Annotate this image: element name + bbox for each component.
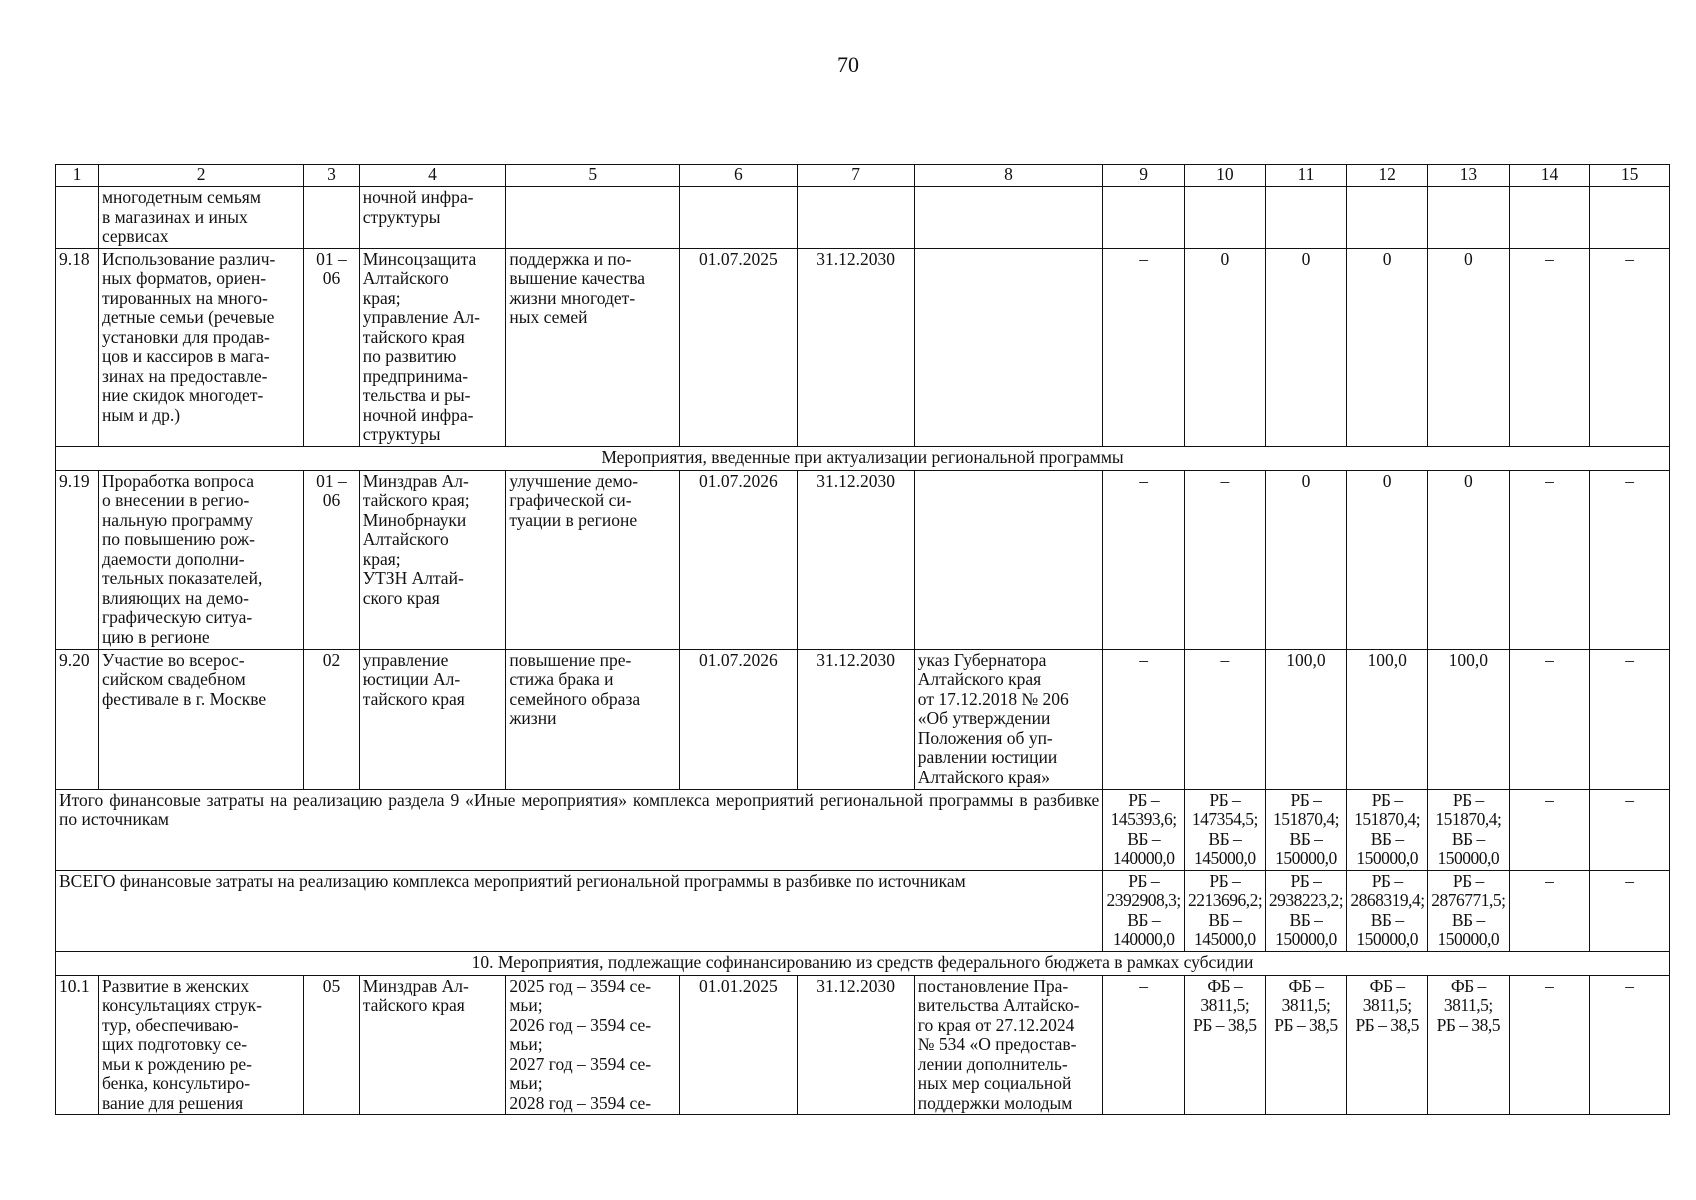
cell-code: 01 – 06 (304, 248, 360, 446)
cell-finance: ФБ – 3811,5; РБ – 38,5 (1265, 975, 1347, 1115)
cell-finance: РБ – 2876771,5; ВБ – 150000,0 (1427, 870, 1509, 951)
cell-value: 0 (1427, 248, 1509, 446)
col-number: 12 (1347, 165, 1428, 187)
table-row-9-18 (56, 248, 1670, 446)
cell-executor: управление юстиции Ал- тайского края (359, 649, 506, 789)
cell-name: Участие во всерос- сийском свадебном фестивале в г. Москве (98, 649, 303, 789)
table-row-9-20 (56, 649, 1670, 789)
cell-num: 9.19 (56, 470, 99, 649)
cell-end: 31.12.2030 (797, 975, 914, 1115)
cell-num: 9.20 (56, 649, 99, 789)
cell-value: – (1103, 248, 1185, 446)
col-number: 1 (56, 165, 99, 187)
col-number: 3 (304, 165, 360, 187)
cell-finance: РБ – 145393,6; ВБ – 140000,0 (1103, 789, 1185, 870)
cell-document (914, 248, 1103, 446)
cell-value: – (1185, 649, 1266, 789)
cell-document (914, 470, 1103, 649)
cell-value: – (1103, 975, 1185, 1115)
cell-document: постановление Пра- вительства Алтайско- го края от 27.12.2024 № 534 «О предостав- лении дополнитель- ных мер социальной поддержки молодым (914, 975, 1103, 1115)
column-numbers-row (56, 165, 1670, 187)
cell-start: 01.01.2025 (680, 975, 797, 1115)
col-number: 4 (359, 165, 506, 187)
cell-code: 05 (304, 975, 360, 1115)
cell-value: – (1590, 470, 1670, 649)
cell-value: 0 (1347, 248, 1428, 446)
cell-start: 01.07.2026 (680, 649, 797, 789)
cell-finance: РБ – 2938223,2; ВБ – 150000,0 (1265, 870, 1347, 951)
cell-value: – (1509, 649, 1590, 789)
cell-start: 01.07.2025 (680, 248, 797, 446)
cell-value: – (1509, 248, 1590, 446)
cell-code: 01 – 06 (304, 470, 360, 649)
col-number: 5 (506, 165, 680, 187)
cell-value: 100,0 (1427, 649, 1509, 789)
col-number: 8 (914, 165, 1103, 187)
table-row-10-1 (56, 975, 1670, 1115)
section-header-10 (56, 951, 1670, 975)
cell-finance: РБ – 2213696,2; ВБ – 145000,0 (1185, 870, 1266, 951)
cell-finance: РБ – 151870,4; ВБ – 150000,0 (1427, 789, 1509, 870)
cell-result: улучшение демо- графической си- туации в регионе (506, 470, 680, 649)
cell-executor: Минздрав Ал- тайского края; Минобрнауки Алтайского края; УТЗН Алтай- ского края (359, 470, 506, 649)
cell-finance: РБ – 151870,4; ВБ – 150000,0 (1265, 789, 1347, 870)
cell-finance: РБ – 147354,5; ВБ – 145000,0 (1185, 789, 1266, 870)
table-row-total-all (56, 870, 1670, 951)
cell-value: – (1590, 789, 1670, 870)
cell-finance: ФБ – 3811,5; РБ – 38,5 (1185, 975, 1266, 1115)
cell-value: – (1103, 470, 1185, 649)
cell-num: 9.18 (56, 248, 99, 446)
cell-result: поддержка и по- вышение качества жизни многодет- ных семей (506, 248, 680, 446)
program-table (55, 164, 1670, 1115)
cell-value: 0 (1427, 470, 1509, 649)
cell-executor: Минсоцзащита Алтайского края; управление Ал- тайского края по развитию предпринима- тельства и ры- ночной инфра- структуры (359, 248, 506, 446)
cell-value: – (1590, 649, 1670, 789)
cell-value: – (1590, 870, 1670, 951)
cell-value: – (1509, 975, 1590, 1115)
cell-end: 31.12.2030 (797, 248, 914, 446)
cell-result: повышение пре- стижа брака и семейного образа жизни (506, 649, 680, 789)
page-number: 70 (837, 52, 859, 77)
cell-value: 100,0 (1347, 649, 1428, 789)
col-number: 15 (1590, 165, 1670, 187)
cell-name: Использование различ- ных форматов, ориен- тированных на много- детные семьи (речевые установки для продав- цов и кассиров в мага- зинах на предоставле- ние скидок многодет- ным и др.) (98, 248, 303, 446)
cell-result: 2025 год – 3594 се- мьи; 2026 год – 3594 се- мьи; 2027 год – 3594 се- мьи; 2028 год – 3594 се- (506, 975, 680, 1115)
col-number: 10 (1185, 165, 1266, 187)
cell-finance: РБ – 2392908,3; ВБ – 140000,0 (1103, 870, 1185, 951)
col-number: 7 (797, 165, 914, 187)
cell-value: 0 (1265, 248, 1347, 446)
col-number: 11 (1265, 165, 1347, 187)
section-title: 10. Мероприятия, подлежащие софинансированию из средств федерального бюджета в рамках субсидии (56, 951, 1670, 975)
cell-value: – (1509, 789, 1590, 870)
cell-value: 0 (1265, 470, 1347, 649)
cell-end: 31.12.2030 (797, 649, 914, 789)
cell-num: 10.1 (56, 975, 99, 1115)
cell-document: указ Губернатора Алтайского края от 17.12.2018 № 206 «Об утверждении Положения об уп- равлении юстиции Алтайского края» (914, 649, 1103, 789)
section-title: Мероприятия, введенные при актуализации региональной программы (56, 446, 1670, 470)
col-number: 9 (1103, 165, 1185, 187)
total-label: Итого финансовые затраты на реализацию раздела 9 «Иные мероприятия» комплекса мероприятий региональной программы в разбивке по источникам (56, 789, 1103, 870)
cell-value: 0 (1347, 470, 1428, 649)
cell-value: – (1103, 649, 1185, 789)
col-number: 14 (1509, 165, 1590, 187)
cell-value: – (1509, 470, 1590, 649)
cell-finance: РБ – 151870,4; ВБ – 150000,0 (1347, 789, 1428, 870)
col-number: 6 (680, 165, 797, 187)
cell-name: многодетным семьям в магазинах и иных сервисах (98, 187, 303, 249)
cell-name: Проработка вопроса о внесении в регио- нальную программу по повышению рож- даемости дополни- тельных показателей, влияющих на демо- графическую ситуа- цию в регионе (98, 470, 303, 649)
section-header-updated (56, 446, 1670, 470)
cell-value: – (1185, 470, 1266, 649)
table-row-continuation (56, 187, 1670, 249)
cell-name: Развитие в женских консультациях струк- тур, обеспечиваю- щих подготовку се- мьи к рождению ре- бенка, консультиро- вание для решения (98, 975, 303, 1115)
table-row-total-section9 (56, 789, 1670, 870)
cell-value: – (1509, 870, 1590, 951)
cell-value: – (1590, 975, 1670, 1115)
cell-value: 0 (1185, 248, 1266, 446)
cell-finance: ФБ – 3811,5; РБ – 38,5 (1347, 975, 1428, 1115)
cell-end: 31.12.2030 (797, 470, 914, 649)
cell-value: 100,0 (1265, 649, 1347, 789)
col-number: 2 (98, 165, 303, 187)
cell-value: – (1590, 248, 1670, 446)
table-row-9-19 (56, 470, 1670, 649)
cell-executor: Минздрав Ал- тайского края (359, 975, 506, 1115)
cell-finance: ФБ – 3811,5; РБ – 38,5 (1427, 975, 1509, 1115)
col-number: 13 (1427, 165, 1509, 187)
cell-start: 01.07.2026 (680, 470, 797, 649)
cell-finance: РБ – 2868319,4; ВБ – 150000,0 (1347, 870, 1428, 951)
cell-executor: ночной инфра- структуры (359, 187, 506, 249)
cell-code: 02 (304, 649, 360, 789)
total-label: ВСЕГО финансовые затраты на реализацию комплекса мероприятий региональной программы в разбивке по источникам (56, 870, 1103, 951)
